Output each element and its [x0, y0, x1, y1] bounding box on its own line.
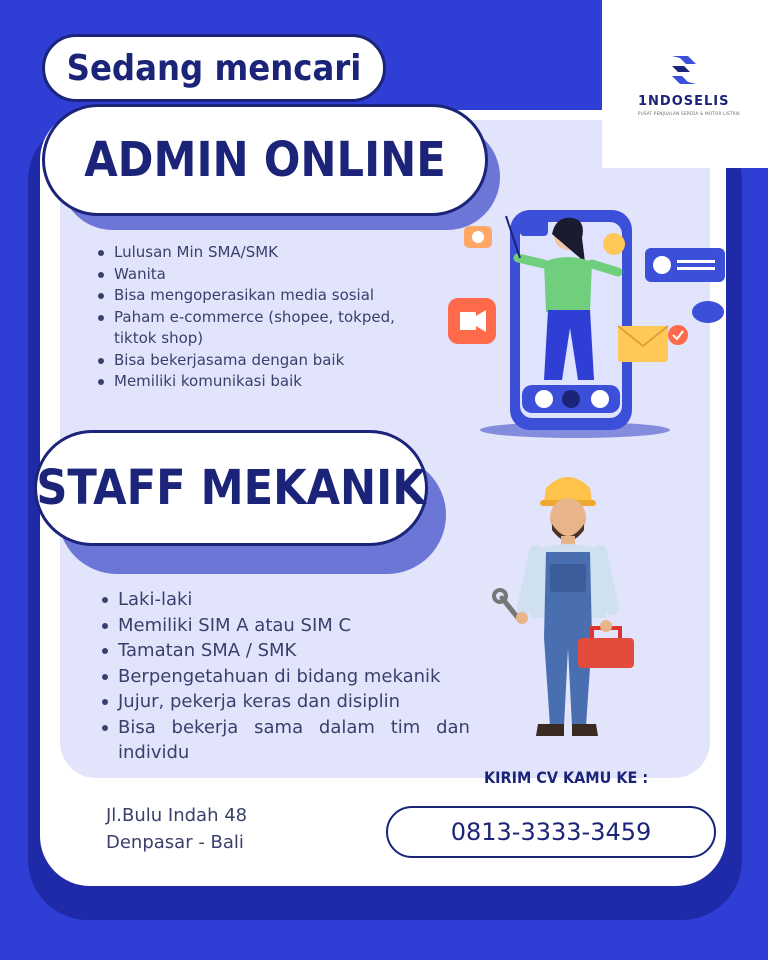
list-item: Tamatan SMA / SMK — [100, 638, 480, 664]
admin-phone-illustration — [440, 200, 730, 445]
logo-tagline: PUSAT PENJUALAN SEPEDA & MOTOR LISTRIK — [638, 111, 741, 116]
seeking-label: Sedang mencari — [66, 47, 362, 89]
phone-number: 0813-3333-3459 — [450, 818, 652, 846]
list-item: Memiliki komunikasi baik — [96, 371, 426, 393]
list-item: Paham e-commerce (shopee, tokped, tiktok shop) — [96, 307, 426, 350]
seeking-pill — [42, 34, 386, 102]
mechanic-illustration — [488, 468, 648, 753]
mechanic-title: STAFF MEKANIK — [36, 460, 426, 516]
logo-icon — [664, 52, 704, 88]
list-item: Bisa mengoperasikan media sosial — [96, 285, 426, 307]
list-item: Bisa bekerjasama dengan baik — [96, 350, 426, 372]
phone-number-pill[interactable] — [386, 806, 716, 858]
mechanic-requirements-list — [100, 587, 480, 766]
mechanic-title-pill — [34, 430, 428, 546]
list-item: Memiliki SIM A atau SIM C — [100, 613, 480, 639]
list-item: Jujur, pekerja keras dan disiplin — [100, 689, 480, 715]
logo-name: 1NDOSELIS — [638, 94, 730, 109]
address-line2: Denpasar - Bali — [106, 832, 244, 853]
admin-title: ADMIN ONLINE — [84, 132, 446, 188]
address-line1: Jl.Bulu Indah 48 — [106, 805, 248, 826]
list-item: Lulusan Min SMA/SMK — [96, 242, 426, 264]
list-item: Berpengetahuan di bidang mekanik — [100, 664, 480, 690]
address — [106, 802, 247, 856]
send-cv-label: KIRIM CV KAMU KE : — [484, 768, 649, 787]
list-item: Bisa bekerja sama dalam tim dan individu — [100, 715, 480, 766]
logo-box — [602, 0, 768, 168]
admin-title-pill — [42, 104, 488, 216]
admin-requirements-list — [96, 242, 426, 393]
list-item: Wanita — [96, 264, 426, 286]
list-item: Laki-laki — [100, 587, 480, 613]
